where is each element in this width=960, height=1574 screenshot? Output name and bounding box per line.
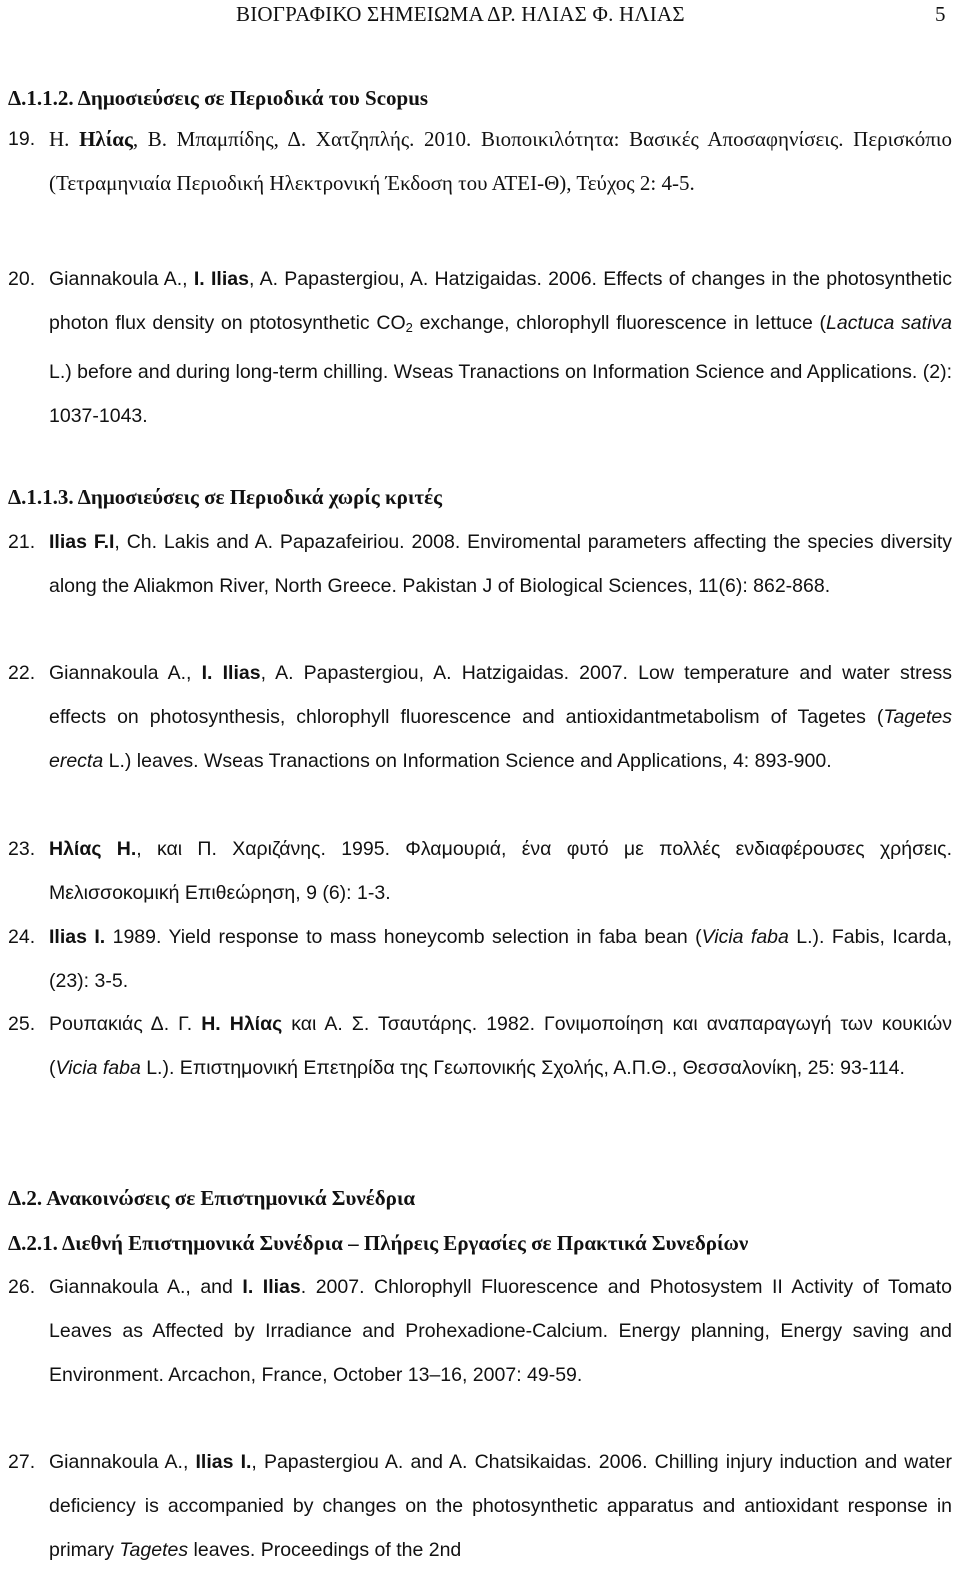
section-heading-no-referees: Δ.1.1.3. Δημοσιεύσεις σε Περιοδικά χωρίς κριτές [8,485,442,509]
entry-text: Giannakoula A., I. Ilias, A. Papastergiou, A. Hatzigaidas. 2007. Low temperature and water stress effects on photosynthesis, chlorophyll fluorescence and antioxidantmetabolism of Tagetes (Tagetes erecta L.) leaves. Wseas Tranactions on Information Science and Applications, 4: 893-900. [49,662,952,772]
entry-text: Giannakoula A., Ilias I., Papastergiou A. and A. Chatsikaidas. 2006. Chilling injury induction and water deficiency is accompanied by changes on the photosynthetic apparatus and antioxidant response in primary Tagetes leaves. Proceedings of the 2nd [49,1451,952,1561]
entry-number: 22. [8,662,36,684]
entry-number: 26. [8,1276,36,1298]
publication-entry [8,1002,952,1090]
author-highlight: I. Ilias [242,1276,301,1298]
header-title: ΒΙΟΓΡΑΦΙΚΟ ΣΗΜΕΙΩΜΑ ΔΡ. ΗΛΙΑΣ Φ. ΗΛΙΑΣ [236,2,685,26]
publication-entry [8,117,952,205]
publication-entry [8,915,952,1003]
publication-entry [8,1440,952,1572]
author-highlight: Ilias I. [195,1451,252,1473]
species-name: Lactuca sativa [826,312,953,334]
species-name: Tagetes [119,1539,189,1561]
publication-entry [8,651,952,783]
page-number: 5 [935,2,946,26]
publication-entry [8,520,952,608]
publication-entry [8,827,952,915]
page-header [0,2,960,32]
entry-text: Ηλίας Η., και Π. Χαριζάνης. 1995. Φλαμουριά, ένα φυτό με πολλές ενδιαφέρουσες χρήσεις. Μελισσοκομική Επιθεώρηση, 9 (6): 1-3. [49,838,952,904]
section-heading-international-conferences: Δ.2.1. Διεθνή Επιστημονικά Συνέδρια – Πλήρεις Εργασίες σε Πρακτικά Συνεδρίων [8,1231,749,1255]
entry-number: 21. [8,531,36,553]
entry-number: 27. [8,1451,36,1473]
section-heading-conferences: Δ.2. Ανακοινώσεις σε Επιστημονικά Συνέδρια [8,1186,416,1210]
author-highlight: Ilias I. [49,926,106,948]
entry-number: 20. [8,268,36,290]
entry-number: 24. [8,926,36,948]
species-name: Vicia faba [701,926,789,948]
author-highlight: Ilias F.I [49,531,115,553]
entry-number: 19. [8,128,36,150]
entry-text: Η. Ηλίας, Β. Μπαμπίδης, Δ. Χατζηπλής. 2010. Βιοποικιλότητα: Βασικές Αποσαφηνίσεις. Περισκόπιο (Τετραμηνιαία Περιοδική Ηλεκτρονική Έκδοση του ΑΤΕΙ-Θ), Τεύχος 2: 4-5. [49,127,952,195]
publication-entry [8,257,952,438]
author-highlight: Ηλίας [79,127,133,151]
author-highlight: I. Ilias [201,662,261,684]
entry-text: Giannakoula A., and I. Ilias. 2007. Chlorophyll Fluorescence and Photosystem II Activity of Tomato Leaves as Affected by Irradiance and Prohexadione-Calcium. Energy planning, Energy saving and Environment. Arcachon, France, October 13–16, 2007: 49-59. [49,1276,952,1386]
author-highlight: Ηλίας Η. [49,838,137,860]
entry-text: Giannakoula A., I. Ilias, A. Papastergiou, A. Hatzigaidas. 2006. Effects of changes in the photosynthetic photon flux density on ptotosynthetic $CO_2$ exchange, chlorophyll fluorescence in lettuce (Lactuca sativa L.) before and during long-term chilling. Wseas Tranactions on Information Science and Applications. (2): 1037-1043. [49,268,953,427]
entry-text: Ilias F.I, Ch. Lakis and A. Papazafeiriou. 2008. Enviromental parameters affecting the species diversity along the Aliakmon River, North Greece. Pakistan J of Biological Sciences, 11(6): 862-868. [49,531,953,597]
entry-number: 25. [8,1013,36,1035]
publication-entry [8,1265,952,1397]
entry-text: Ρουπακιάς Δ. Γ. Η. Ηλίας και Α. Σ. Τσαυτάρης. 1982. Γονιμοποίηση και αναπαραγωγή των κουκιών (Vicia faba L.). Επιστημονική Επετηρίδα της Γεωπονικής Σχολής, Α.Π.Θ., Θεσσαλονίκη, 25: 93-114. [49,1013,953,1079]
entry-text: Ilias I. 1989. Yield response to mass honeycomb selection in faba bean (Vicia faba L.). Fabis, Icarda, (23): 3-5. [49,926,952,992]
entry-number: 23. [8,838,36,860]
species-name: Tagetes erecta [49,706,952,772]
section-heading-scopus: Δ.1.1.2. Δημοσιεύσεις σε Περιοδικά του Scopus [8,86,429,110]
author-highlight: Η. Ηλίας [201,1013,283,1035]
species-name: Vicia faba [55,1057,141,1079]
author-highlight: I. Ilias [193,268,249,290]
